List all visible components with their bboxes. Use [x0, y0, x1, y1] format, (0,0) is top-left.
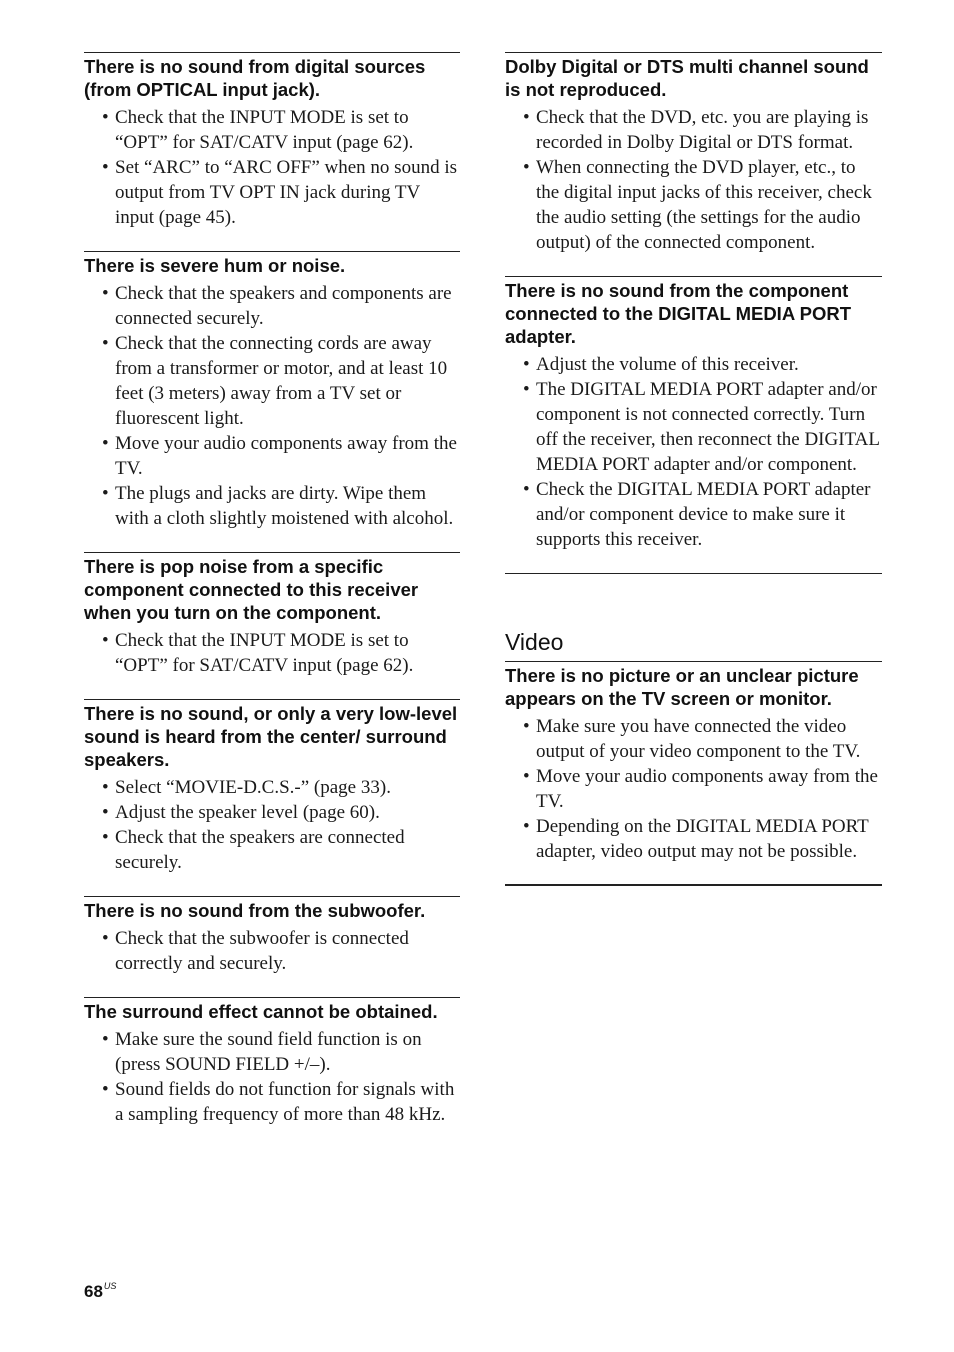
video-heading: Video	[505, 629, 564, 655]
list-item: • The DIGITAL MEDIA PORT adapter and/or component is not connected correctly. Turn off the receiver, then reconnect the DIGITAL MEDIA PORT adapter and/or component.	[505, 377, 882, 477]
list-item: • Check that the connecting cords are away from a transformer or motor, and at least 10 feet (3 meters) away from a TV set or fluorescent light.	[84, 331, 460, 431]
list-item: • Check that the subwoofer is connected correctly and securely.	[84, 926, 460, 976]
section-title: There is no sound from digital sources (from OPTICAL input jack).	[84, 56, 426, 100]
list-item: • Move your audio components away from the TV.	[505, 764, 882, 814]
page-number	[84, 1282, 116, 1302]
section-title: There is no sound from the subwoofer.	[84, 900, 426, 921]
solution-list	[505, 352, 882, 552]
list-item: • Make sure you have connected the video output of your video component to the TV.	[505, 714, 882, 764]
list-item: • Depending on the DIGITAL MEDIA PORT adapter, video output may not be possible.	[505, 814, 882, 864]
section-title: The surround effect cannot be obtained.	[84, 1001, 438, 1022]
list-item: • Adjust the speaker level (page 60).	[84, 800, 460, 825]
solution-list	[84, 628, 460, 678]
list-item: • When connecting the DVD player, etc., to the digital input jacks of this receiver, check the audio setting (the settings for the audio output) of the connected component.	[505, 155, 882, 255]
solution-list	[84, 105, 460, 230]
section-title: There is no sound from the component connected to the DIGITAL MEDIA PORT adapter.	[505, 280, 852, 347]
troubleshoot-section	[84, 699, 460, 875]
troubleshoot-section	[84, 52, 460, 230]
list-item: • Make sure the sound field function is on (press SOUND FIELD +/–).	[84, 1027, 460, 1077]
troubleshoot-section	[84, 552, 460, 678]
list-item: • Select “MOVIE-D.C.S.-” (page 33).	[84, 775, 460, 800]
troubleshoot-section	[505, 276, 882, 552]
section-title: Dolby Digital or DTS multi channel sound is not reproduced.	[505, 56, 869, 100]
troubleshoot-section	[84, 896, 460, 976]
list-item: • Check that the INPUT MODE is set to “OPT” for SAT/CATV input (page 62).	[84, 628, 460, 678]
solution-list	[84, 926, 460, 976]
solution-list	[84, 281, 460, 531]
list-item: • Sound fields do not function for signals with a sampling frequency of more than 48 kHz.	[84, 1077, 460, 1127]
section-title: There is severe hum or noise.	[84, 255, 346, 276]
troubleshoot-section	[84, 251, 460, 531]
right-column	[505, 52, 882, 886]
end-divider	[505, 884, 882, 886]
troubleshoot-section	[505, 52, 882, 255]
solution-list	[505, 105, 882, 255]
solution-list	[84, 1027, 460, 1127]
list-item: • Move your audio components away from the TV.	[84, 431, 460, 481]
list-item: • The plugs and jacks are dirty. Wipe them with a cloth slightly moistened with alcohol.	[84, 481, 460, 531]
section-title: There is no sound, or only a very low-level sound is heard from the center/ surround speakers.	[84, 703, 458, 770]
list-item: • Check the DIGITAL MEDIA PORT adapter and/or component device to make sure it supports this receiver.	[505, 477, 882, 552]
region-code: US	[103, 1281, 117, 1291]
troubleshoot-section	[505, 661, 882, 864]
solution-list	[505, 714, 882, 864]
solution-list	[84, 775, 460, 875]
list-item: • Set “ARC” to “ARC OFF” when no sound is output from TV OPT IN jack during TV input (page 45).	[84, 155, 460, 230]
list-item: • Check that the INPUT MODE is set to “OPT” for SAT/CATV input (page 62).	[84, 105, 460, 155]
list-item: • Check that the speakers and components are connected securely.	[84, 281, 460, 331]
list-item: • Check that the DVD, etc. you are playing is recorded in Dolby Digital or DTS format.	[505, 105, 882, 155]
troubleshoot-section	[84, 997, 460, 1127]
left-column	[84, 52, 460, 1148]
list-item: • Check that the speakers are connected securely.	[84, 825, 460, 875]
list-item: • Adjust the volume of this receiver.	[505, 352, 882, 377]
section-title: There is no picture or an unclear picture appears on the TV screen or monitor.	[505, 665, 859, 709]
section-title: There is pop noise from a specific component connected to this receiver when you turn on the component.	[84, 556, 419, 623]
page-number-value: 68	[84, 1282, 103, 1301]
